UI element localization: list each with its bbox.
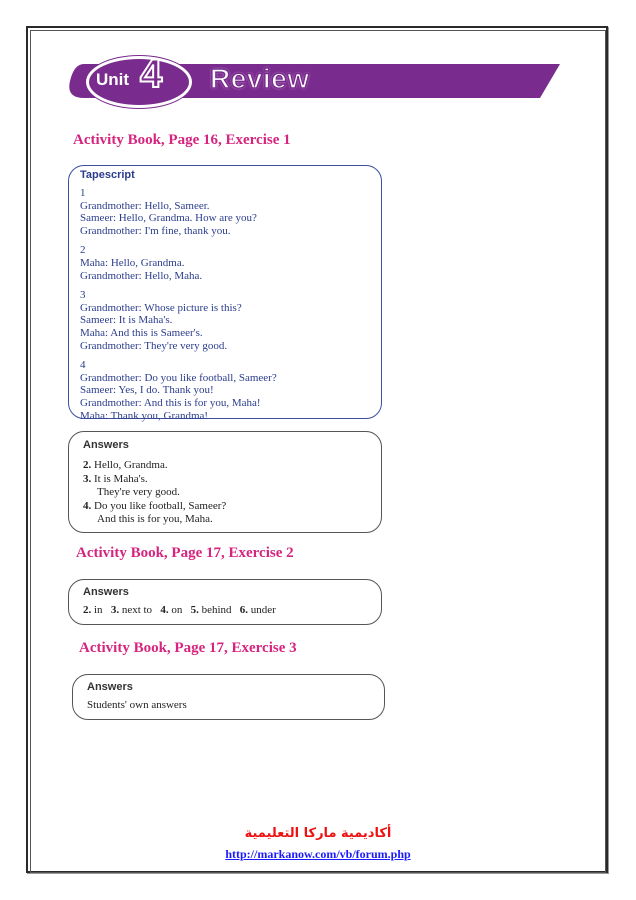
answer-line	[83, 486, 226, 500]
answer-text: And this is for you, Maha.	[97, 513, 213, 526]
answers-box	[68, 579, 382, 625]
dialogue-line: Grandmother: Whose picture is this?	[80, 301, 242, 314]
dialogue-group	[80, 359, 277, 422]
dialogue-line: Grandmother: Hello, Sameer.	[80, 199, 210, 212]
answers-box	[72, 674, 385, 720]
answers-title: Answers	[83, 586, 129, 598]
dialogue-line: Sameer: Yes, I do. Thank you!	[80, 384, 214, 397]
dialogue-line: Maha: Hello, Grandma.	[80, 256, 185, 269]
answer-text: in	[94, 604, 103, 616]
answers-box	[68, 431, 382, 533]
answers-title: Answers	[83, 439, 129, 451]
dialogue-group	[80, 187, 277, 237]
answer-text: Hello, Grandma.	[94, 459, 168, 471]
dialogue-line: Grandmother: And this is for you, Maha!	[80, 396, 261, 409]
dialogue-line: Sameer: Hello, Grandma. How are you?	[80, 212, 257, 225]
answer-text: on	[171, 604, 183, 616]
answer-line	[83, 500, 226, 514]
unit-number: 4	[140, 52, 163, 96]
unit-label: Unit	[96, 70, 130, 89]
answer-number: 4.	[83, 499, 92, 512]
answer-line	[83, 473, 226, 487]
dialogue-group	[80, 289, 277, 352]
answer-number: 2.	[83, 459, 92, 471]
section-heading: Activity Book, Page 17, Exercise 2	[76, 545, 294, 561]
answer-text: under	[250, 604, 276, 616]
dialogue-number: 1	[80, 187, 86, 199]
answer-number: 2.	[83, 604, 92, 616]
dialogue-number: 3	[80, 289, 86, 302]
section-heading: Activity Book, Page 17, Exercise 3	[79, 640, 297, 656]
answer-number: 3.	[110, 604, 120, 616]
answer-text: Students' own answers	[87, 699, 187, 711]
dialogue-line: Grandmother: I'm fine, thank you.	[80, 224, 231, 237]
answer-line	[83, 459, 226, 473]
page-title: Review	[210, 63, 310, 94]
answer-number: 5.	[190, 604, 199, 616]
answer-number: 6.	[239, 604, 249, 616]
dialogue-line: Maha: And this is Sameer's.	[80, 326, 203, 339]
answer-number: 3.	[83, 472, 92, 485]
tapescript-title: Tapescript	[80, 169, 135, 181]
answer-number: 4.	[160, 604, 169, 616]
answer-text: It is Maha's.	[94, 472, 148, 485]
answer-text: They're very good.	[97, 486, 180, 499]
answer-line	[83, 604, 276, 618]
dialogue-line: Grandmother: They're very good.	[80, 339, 228, 352]
dialogue-line: Maha: Thank you, Grandma!	[80, 409, 209, 422]
footer-link[interactable]: http://markanow.com/vb/forum.php	[225, 847, 411, 861]
dialogue-number: 4	[80, 359, 86, 372]
section-heading: Activity Book, Page 16, Exercise 1	[73, 132, 291, 148]
tapescript	[80, 169, 277, 429]
dialogue-group	[80, 244, 277, 282]
answer-text: next to	[121, 604, 153, 616]
answer-text: behind	[201, 604, 232, 616]
dialogue-line: Sameer: It is Maha's.	[80, 314, 173, 327]
answer-line	[83, 513, 226, 527]
dialogue-line: Grandmother: Hello, Maha.	[80, 269, 203, 282]
answers-title: Answers	[87, 681, 133, 693]
dialogue-line: Grandmother: Do you like football, Sameer?	[80, 371, 277, 384]
footer-arabic-title: أكاديمية ماركا التعليمية	[244, 826, 392, 841]
dialogue-number: 2	[80, 244, 86, 257]
answer-text: Do you like football, Sameer?	[94, 499, 227, 512]
